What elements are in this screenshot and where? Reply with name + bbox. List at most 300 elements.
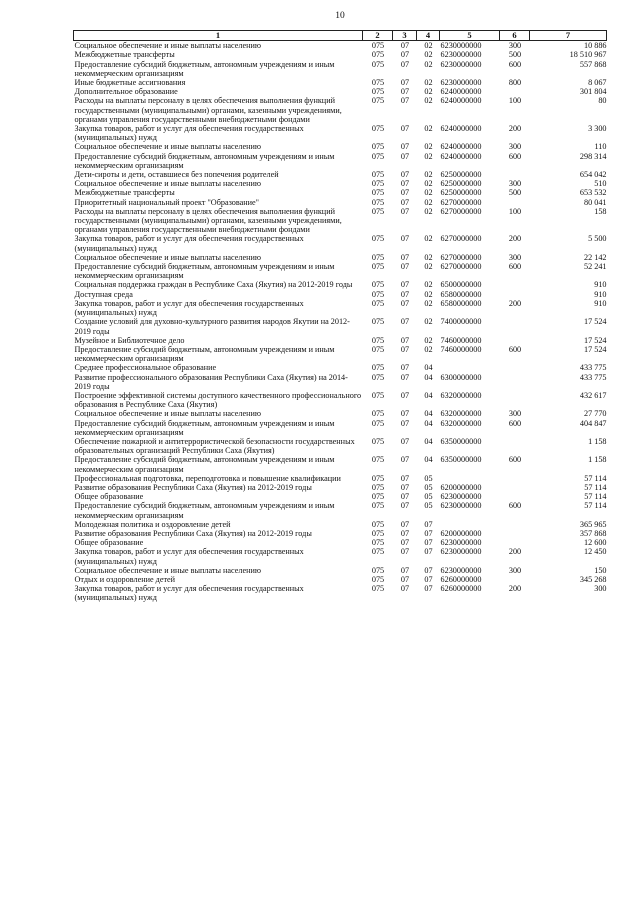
expense-name: Профессиональная подготовка, переподготовка и повышение квалификации	[74, 473, 341, 483]
expense-name: Предоставление субсидий бюджетным, автономным учреждениям и иным некоммерческим организациям	[74, 501, 335, 520]
expense-name: Расходы на выплаты персоналу в целях обеспечения выполнения функций государственными (муниципальными) органами, казенными учреждениями, органами управления государственными внебюджетными фондами	[74, 96, 342, 124]
expense-name: Предоставление субсидий бюджетным, автономным учреждениям и иным некоммерческим организациям	[74, 59, 335, 78]
grbs-code: 075	[371, 206, 385, 216]
grbs-code: 075	[371, 372, 385, 382]
subsection-code: 02	[424, 252, 433, 262]
table-row	[74, 50, 607, 59]
section-code: 07	[400, 372, 410, 382]
section-code: 07	[400, 197, 410, 207]
grbs-code: 075	[371, 335, 385, 345]
expense-name: Предоставление субсидий бюджетным, автономным учреждениям и иным некоммерческим организациям	[74, 151, 335, 170]
amount-value: 17 524	[583, 344, 607, 354]
grbs-code: 075	[371, 280, 385, 290]
grbs-code: 075	[371, 50, 385, 60]
amount-value: 80	[598, 96, 607, 106]
table-row	[74, 501, 607, 519]
grbs-code: 075	[371, 142, 385, 152]
subsection-code: 04	[424, 418, 433, 428]
subsection-code: 02	[424, 289, 433, 299]
section-code: 07	[400, 59, 410, 69]
section-code: 07	[400, 519, 410, 529]
table-row	[74, 547, 607, 565]
target-article-code	[440, 520, 500, 529]
grbs-code: 075	[371, 59, 385, 69]
subsection-code: 02	[424, 317, 433, 327]
expense-type-code	[500, 474, 530, 483]
table-row	[74, 317, 607, 335]
expense-type-code: 800	[508, 78, 522, 88]
grbs-code: 075	[371, 482, 385, 492]
section-code: 07	[400, 584, 410, 594]
table-header	[74, 31, 607, 41]
table-row	[74, 207, 607, 235]
subsection-code: 02	[424, 41, 433, 51]
expense-name: Среднее профессиональное образование	[74, 363, 217, 373]
subsection-code: 07	[424, 574, 433, 584]
expense-type-code: 300	[508, 252, 522, 262]
subsection-code: 07	[424, 528, 433, 538]
subsection-code: 02	[424, 335, 433, 345]
grbs-code: 075	[371, 289, 385, 299]
expense-name: Развитие образования Республики Саха (Якутия) на 2012-2019 годы	[74, 482, 312, 492]
target-article-code: 6580000000	[440, 289, 482, 299]
expense-name: Закупка товаров, работ и услуг для обеспечения государственных (муниципальных) нужд	[74, 234, 304, 253]
table-row	[74, 60, 607, 78]
expense-type-code: 300	[508, 142, 522, 152]
expense-type-code: 600	[508, 455, 522, 465]
section-code: 07	[400, 473, 410, 483]
amount-value: 57 114	[584, 501, 607, 511]
target-article-code: 6230000000	[440, 538, 482, 548]
expense-name: Социальное обеспечение и иные выплаты населению	[74, 409, 261, 419]
column-header-subsection: 4	[417, 31, 440, 41]
section-code: 07	[400, 41, 410, 51]
subsection-code: 02	[424, 188, 433, 198]
amount-value: 57 114	[584, 492, 607, 502]
amount-value: 910	[594, 289, 607, 299]
expense-type-code	[500, 170, 530, 179]
target-article-code: 6270000000	[440, 252, 482, 262]
section-code: 07	[400, 436, 410, 446]
grbs-code: 075	[371, 344, 385, 354]
table-row	[74, 538, 607, 547]
section-code: 07	[400, 335, 410, 345]
section-code: 07	[400, 78, 410, 88]
section-code: 07	[400, 492, 410, 502]
grbs-code: 075	[371, 501, 385, 511]
expense-type-code	[500, 198, 530, 207]
expense-name: Дети-сироты и дети, оставшиеся без попечения родителей	[74, 170, 279, 180]
column-header-amount: 7	[530, 31, 607, 41]
subsection-code: 02	[424, 124, 433, 134]
target-article-code: 6260000000	[440, 584, 482, 594]
subsection-code: 05	[424, 482, 433, 492]
expense-type-code	[500, 336, 530, 345]
section-code: 07	[400, 390, 410, 400]
table-row	[74, 152, 607, 170]
target-article-code: 6230000000	[440, 78, 482, 88]
section-code: 07	[400, 482, 410, 492]
target-article-code: 6270000000	[440, 206, 482, 216]
grbs-code: 075	[371, 78, 385, 88]
amount-value: 433 775	[579, 363, 607, 373]
grbs-code: 075	[371, 574, 385, 584]
subsection-code: 02	[424, 96, 433, 106]
expense-name: Социальная поддержка граждан в Республике Саха (Якутия) на 2012-2019 годы	[74, 280, 353, 290]
amount-value: 910	[594, 280, 607, 290]
section-code: 07	[400, 363, 410, 373]
table-row	[74, 142, 607, 151]
grbs-code: 075	[371, 538, 385, 548]
table-row	[74, 198, 607, 207]
target-article-code: 6200000000	[440, 482, 482, 492]
table-body	[74, 41, 607, 603]
section-code: 07	[400, 409, 410, 419]
grbs-code: 075	[371, 363, 385, 373]
table-row	[74, 363, 607, 372]
expense-name: Межбюджетные трансферты	[74, 188, 175, 198]
table-row	[74, 41, 607, 51]
page-number: 10	[335, 11, 345, 21]
subsection-code: 02	[424, 206, 433, 216]
column-header-section: 3	[393, 31, 417, 41]
grbs-code: 075	[371, 151, 385, 161]
section-code: 07	[400, 280, 410, 290]
table-row	[74, 336, 607, 345]
amount-value: 12 450	[583, 547, 607, 557]
grbs-code: 075	[371, 317, 385, 327]
grbs-code: 075	[371, 528, 385, 538]
expense-type-code: 200	[508, 124, 522, 134]
subsection-code: 04	[424, 409, 433, 419]
expense-type-code: 200	[508, 234, 522, 244]
target-article-code: 6500000000	[440, 280, 482, 290]
subsection-code: 04	[424, 390, 433, 400]
table-row	[74, 373, 607, 391]
subsection-code: 02	[424, 170, 433, 180]
amount-value: 27 770	[583, 409, 607, 419]
section-code: 07	[400, 455, 410, 465]
table-row	[74, 280, 607, 289]
table-row	[74, 170, 607, 179]
amount-value: 17 524	[583, 335, 607, 345]
subsection-code: 02	[424, 234, 433, 244]
expense-name: Создание условий для духовно-культурного развития народов Якутии на 2012-2019 годы	[74, 317, 350, 336]
expense-type-code	[500, 529, 530, 538]
expense-name: Развитие профессионального образования Республики Саха (Якутия) на 2014-2019 годы	[74, 372, 348, 391]
expense-type-code	[500, 520, 530, 529]
expense-type-code: 600	[508, 262, 522, 272]
table-row	[74, 455, 607, 473]
expense-name: Социальное обеспечение и иные выплаты населению	[74, 179, 261, 189]
amount-value: 22 142	[583, 252, 607, 262]
expense-type-code	[500, 317, 530, 335]
amount-value: 12 600	[583, 538, 607, 548]
subsection-code: 02	[424, 262, 433, 272]
subsection-code: 04	[424, 436, 433, 446]
expense-name: Межбюджетные трансферты	[74, 50, 175, 60]
amount-value: 510	[594, 179, 607, 189]
section-code: 07	[400, 501, 410, 511]
amount-value: 57 114	[584, 482, 607, 492]
expense-name: Доступная среда	[74, 289, 133, 299]
table-row	[74, 492, 607, 501]
grbs-code: 075	[371, 124, 385, 134]
expense-name: Обеспечение пожарной и антитеррористической безопасности государственных образовательных организаций Республики Саха (Якутия)	[74, 436, 355, 456]
section-code: 07	[400, 124, 410, 134]
amount-value: 52 241	[583, 262, 607, 272]
subsection-code: 07	[424, 565, 433, 575]
target-article-code: 6250000000	[440, 179, 482, 189]
amount-value: 8 067	[588, 78, 607, 88]
subsection-code: 04	[424, 363, 433, 373]
target-article-code: 6230000000	[440, 50, 482, 60]
expense-type-code: 600	[508, 151, 522, 161]
expense-type-code: 100	[508, 206, 522, 216]
section-code: 07	[400, 547, 410, 557]
expense-name: Развитие образования Республики Саха (Якутия) на 2012-2019 годы	[74, 528, 312, 538]
expense-name: Иные бюджетные ассигнования	[74, 78, 186, 88]
section-code: 07	[400, 252, 410, 262]
table-row	[74, 87, 607, 96]
expense-name: Расходы на выплаты персоналу в целях обеспечения выполнения функций государственными (муниципальными) органами, казенными учреждениями, органами управления государственными внебюджетными фондами	[74, 206, 342, 235]
subsection-code: 02	[424, 59, 433, 69]
table-row	[74, 566, 607, 575]
subsection-code: 02	[424, 151, 433, 161]
target-article-code: 6320000000	[440, 390, 482, 400]
grbs-code: 075	[371, 41, 385, 51]
target-article-code	[440, 363, 500, 372]
target-article-code: 6350000000	[440, 455, 482, 465]
target-article-code: 6230000000	[440, 565, 482, 575]
expense-name: Дополнительное образование	[74, 87, 178, 97]
target-article-code: 6260000000	[440, 574, 482, 584]
target-article-code: 6320000000	[440, 409, 482, 419]
subsection-code: 07	[424, 547, 433, 557]
section-code: 07	[400, 574, 410, 584]
amount-value: 653 532	[579, 188, 607, 198]
subsection-code: 02	[424, 142, 433, 152]
amount-value: 80 041	[583, 197, 607, 207]
expense-type-code	[500, 290, 530, 299]
expense-type-code	[500, 391, 530, 409]
subsection-code: 07	[424, 584, 433, 594]
grbs-code: 075	[371, 473, 385, 483]
target-article-code: 6580000000	[440, 298, 482, 308]
target-article-code: 6240000000	[440, 96, 482, 106]
table-row	[74, 474, 607, 483]
subsection-code: 02	[424, 179, 433, 189]
grbs-code: 075	[371, 584, 385, 594]
expense-name: Музейное и Библиотечное дело	[74, 335, 185, 345]
amount-value: 110	[594, 142, 607, 152]
expense-name: Социальное обеспечение и иные выплаты населению	[74, 41, 261, 51]
target-article-code: 6270000000	[440, 234, 482, 244]
amount-value: 1 158	[588, 455, 607, 465]
section-code: 07	[400, 344, 410, 354]
grbs-code: 075	[371, 188, 385, 198]
table-row	[74, 124, 607, 142]
expense-name: Предоставление субсидий бюджетным, автономным учреждениям и иным некоммерческим организациям	[74, 418, 335, 437]
table-row	[74, 391, 607, 409]
table-row	[74, 262, 607, 280]
table-row	[74, 299, 607, 317]
target-article-code: 6230000000	[440, 547, 482, 557]
expense-type-code	[500, 363, 530, 372]
target-article-code: 7460000000	[440, 344, 482, 354]
subsection-code: 02	[424, 280, 433, 290]
section-code: 07	[400, 179, 410, 189]
expense-type-code	[500, 538, 530, 547]
section-code: 07	[400, 50, 410, 60]
subsection-code: 02	[424, 78, 433, 88]
target-article-code	[440, 474, 500, 483]
expense-name: Молодежная политика и оздоровление детей	[74, 519, 231, 529]
amount-value: 345 268	[579, 574, 607, 584]
grbs-code: 075	[371, 547, 385, 557]
amount-value: 57 114	[584, 473, 607, 483]
expense-type-code: 300	[508, 179, 522, 189]
amount-value: 10 886	[583, 41, 607, 51]
amount-value: 654 042	[579, 170, 607, 180]
target-article-code: 6270000000	[440, 262, 482, 272]
amount-value: 1 158	[588, 436, 607, 446]
expense-type-code: 600	[508, 344, 522, 354]
expense-type-code: 300	[508, 409, 522, 419]
grbs-code: 075	[371, 492, 385, 502]
subsection-code: 02	[424, 344, 433, 354]
grbs-code: 075	[371, 298, 385, 308]
subsection-code: 04	[424, 455, 433, 465]
expense-name: Закупка товаров, работ и услуг для обеспечения государственных (муниципальных) нужд	[74, 124, 304, 143]
subsection-code: 02	[424, 50, 433, 60]
amount-value: 3 300	[588, 124, 607, 134]
target-article-code: 6350000000	[440, 436, 482, 446]
section-code: 07	[400, 289, 410, 299]
section-code: 07	[400, 262, 410, 272]
table-row	[74, 179, 607, 188]
expense-type-code: 200	[508, 298, 522, 308]
table-row	[74, 234, 607, 252]
table-row	[74, 437, 607, 455]
subsection-code: 05	[424, 473, 433, 483]
amount-value: 5 500	[588, 234, 607, 244]
table-row	[74, 529, 607, 538]
expense-name: Общее образование	[74, 538, 144, 548]
amount-value: 910	[594, 298, 607, 308]
target-article-code: 6230000000	[440, 41, 482, 51]
section-code: 07	[400, 565, 410, 575]
expense-name: Отдых и оздоровление детей	[74, 574, 176, 584]
table-row	[74, 78, 607, 87]
expense-type-code	[500, 437, 530, 455]
amount-value: 298 314	[579, 151, 607, 161]
table-row	[74, 575, 607, 584]
grbs-code: 075	[371, 87, 385, 97]
section-code: 07	[400, 151, 410, 161]
expense-name: Предоставление субсидий бюджетным, автономным учреждениям и иным некоммерческим организациям	[74, 262, 335, 281]
amount-value: 158	[594, 206, 607, 216]
subsection-code: 02	[424, 197, 433, 207]
target-article-code: 7400000000	[440, 317, 482, 327]
grbs-code: 075	[371, 197, 385, 207]
grbs-code: 075	[371, 418, 385, 428]
subsection-code: 05	[424, 501, 433, 511]
budget-table	[73, 30, 607, 603]
target-article-code: 6270000000	[440, 197, 482, 207]
expense-name: Закупка товаров, работ и услуг для обеспечения государственных (муниципальных) нужд	[74, 584, 304, 603]
table-row	[74, 584, 607, 602]
grbs-code: 075	[371, 565, 385, 575]
expense-type-code	[500, 483, 530, 492]
section-code: 07	[400, 418, 410, 428]
subsection-code: 07	[424, 519, 433, 529]
grbs-code: 075	[371, 519, 385, 529]
expense-type-code: 500	[508, 188, 522, 198]
expense-type-code: 100	[508, 96, 522, 106]
section-code: 07	[400, 234, 410, 244]
expense-name: Закупка товаров, работ и услуг для обеспечения государственных (муниципальных) нужд	[74, 547, 304, 566]
grbs-code: 075	[371, 436, 385, 446]
column-header-name: 1	[74, 31, 363, 41]
subsection-code: 02	[424, 298, 433, 308]
expense-type-code: 300	[508, 565, 522, 575]
amount-value: 18 510 967	[569, 50, 607, 60]
expense-type-code: 600	[508, 501, 522, 511]
expense-name: Предоставление субсидий бюджетным, автономным учреждениям и иным некоммерческим организациям	[74, 455, 335, 474]
table-row	[74, 290, 607, 299]
target-article-code: 6230000000	[440, 501, 482, 511]
target-article-code: 6320000000	[440, 418, 482, 428]
grbs-code: 075	[371, 252, 385, 262]
grbs-code: 075	[371, 170, 385, 180]
expense-type-code	[500, 373, 530, 391]
expense-type-code	[500, 280, 530, 289]
table-row	[74, 483, 607, 492]
expense-type-code: 200	[508, 584, 522, 594]
amount-value: 357 868	[579, 528, 607, 538]
amount-value: 17 524	[583, 317, 607, 327]
column-header-grbs: 2	[363, 31, 393, 41]
amount-value: 404 847	[579, 418, 607, 428]
target-article-code: 6300000000	[440, 372, 482, 382]
target-article-code: 6240000000	[440, 87, 482, 97]
expense-type-code: 500	[508, 50, 522, 60]
expense-type-code	[500, 87, 530, 96]
expense-name: Закупка товаров, работ и услуг для обеспечения государственных (муниципальных) нужд	[74, 298, 304, 318]
section-code: 07	[400, 87, 410, 97]
expense-name: Приоритетный национальный проект "Образование"	[74, 197, 260, 207]
target-article-code: 7460000000	[440, 335, 482, 345]
target-article-code: 6230000000	[440, 492, 482, 502]
grbs-code: 075	[371, 390, 385, 400]
expense-type-code: 200	[508, 547, 522, 557]
subsection-code: 07	[424, 538, 433, 548]
section-code: 07	[400, 317, 410, 327]
expense-type-code	[500, 575, 530, 584]
section-code: 07	[400, 188, 410, 198]
expense-name: Общее образование	[74, 492, 144, 502]
grbs-code: 075	[371, 409, 385, 419]
amount-value: 150	[594, 565, 607, 575]
expense-name: Социальное обеспечение и иные выплаты населению	[74, 142, 261, 152]
table-row	[74, 409, 607, 418]
table-row	[74, 345, 607, 363]
column-header-expense-type: 6	[500, 31, 530, 41]
target-article-code: 6240000000	[440, 142, 482, 152]
table-row	[74, 96, 607, 124]
subsection-code: 05	[424, 492, 433, 502]
